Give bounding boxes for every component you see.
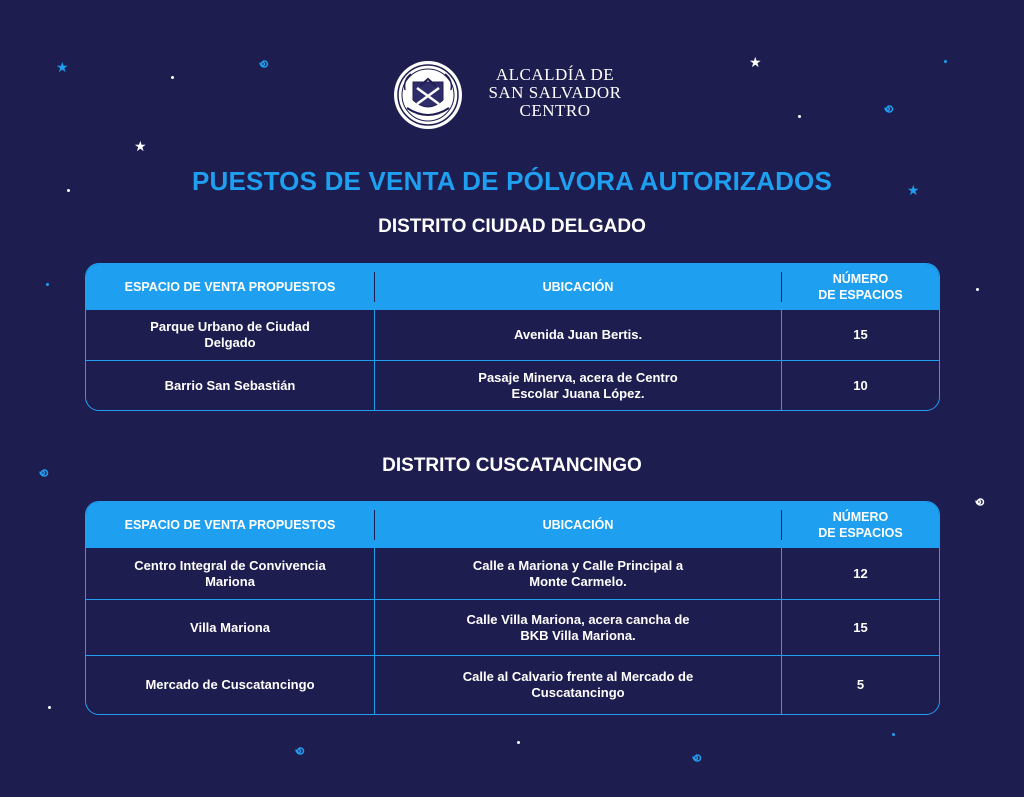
cell-count: 12 — [853, 565, 868, 581]
header-count: NÚMERO DE ESPACIOS — [818, 271, 903, 302]
org-name-line: CENTRO — [519, 101, 591, 120]
dot-icon — [798, 115, 801, 118]
cell-count: 5 — [856, 677, 865, 692]
cell-count: 10 — [853, 377, 868, 393]
district-title: DISTRITO CIUDAD DELGADO — [378, 216, 646, 237]
municipal-seal-icon — [393, 60, 463, 130]
dot-icon — [517, 741, 520, 744]
header-cell-wrap — [86, 264, 375, 309]
page-title: PUESTOS DE VENTA DE PÓLVORA AUTORIZADOS — [191, 166, 833, 196]
cell-space: Centro Integral de Convivencia Mariona — [86, 548, 375, 599]
header-count: NÚMERO DE ESPACIOS — [818, 509, 903, 540]
cell-space: Villa Mariona — [86, 600, 375, 655]
star-icon: ★ — [907, 182, 920, 198]
table-header — [86, 502, 939, 547]
dot-icon — [944, 60, 947, 63]
cell-location: Calle Villa Mariona, acera cancha de BKB Villa Mariona. — [375, 600, 782, 655]
dot-icon — [171, 76, 174, 79]
swirl-icon — [689, 751, 703, 765]
table-header — [86, 264, 939, 309]
table-row — [86, 547, 939, 599]
header-space: ESPACIO DE VENTA PROPUESTOS — [86, 272, 375, 302]
org-name-line: ALCALDÍA DE — [495, 65, 615, 84]
star-icon: ★ — [134, 138, 147, 154]
header-location: UBICACIÓN — [375, 272, 782, 302]
header-cell-wrap — [375, 264, 782, 309]
dot-icon — [48, 706, 51, 709]
dot-icon — [46, 283, 49, 286]
cell-location: Pasaje Minerva, acera de Centro Escolar Juana López. — [375, 361, 782, 410]
cell-count: 15 — [853, 327, 868, 342]
cell-space: Mercado de Cuscatancingo — [86, 656, 375, 714]
swirl-icon — [292, 744, 306, 758]
table-row — [86, 360, 939, 410]
table-row — [86, 599, 939, 655]
sales-table — [85, 501, 940, 715]
district-title: DISTRITO CUSCATANCINGO — [382, 455, 642, 476]
dot-icon — [976, 288, 979, 291]
star-icon: ★ — [56, 59, 69, 75]
org-name — [475, 66, 635, 120]
org-header — [393, 60, 653, 132]
sales-table — [85, 263, 940, 411]
cell-location: Calle al Calvario frente al Mercado de Cuscatancingo — [375, 656, 782, 714]
star-icon: ★ — [749, 54, 762, 70]
cell-location: Calle a Mariona y Calle Principal a Monte Carmelo. — [375, 548, 782, 599]
header-space: ESPACIO DE VENTA PROPUESTOS — [86, 510, 375, 540]
cell-space: Barrio San Sebastián — [86, 361, 375, 410]
cell-location: Avenida Juan Bertis. — [375, 310, 782, 360]
dot-icon — [892, 733, 895, 736]
header-cell-wrap — [375, 502, 782, 547]
cell-count: 15 — [853, 619, 868, 635]
cell-space: Parque Urbano de Ciudad Delgado — [86, 310, 375, 360]
swirl-icon — [256, 57, 270, 71]
swirl-icon — [972, 495, 986, 509]
header-cell-wrap — [86, 502, 375, 547]
header-location: UBICACIÓN — [375, 510, 782, 540]
swirl-icon — [881, 102, 895, 116]
org-name-line: SAN SALVADOR — [488, 83, 622, 102]
table-row — [86, 655, 939, 714]
table-row — [86, 309, 939, 360]
